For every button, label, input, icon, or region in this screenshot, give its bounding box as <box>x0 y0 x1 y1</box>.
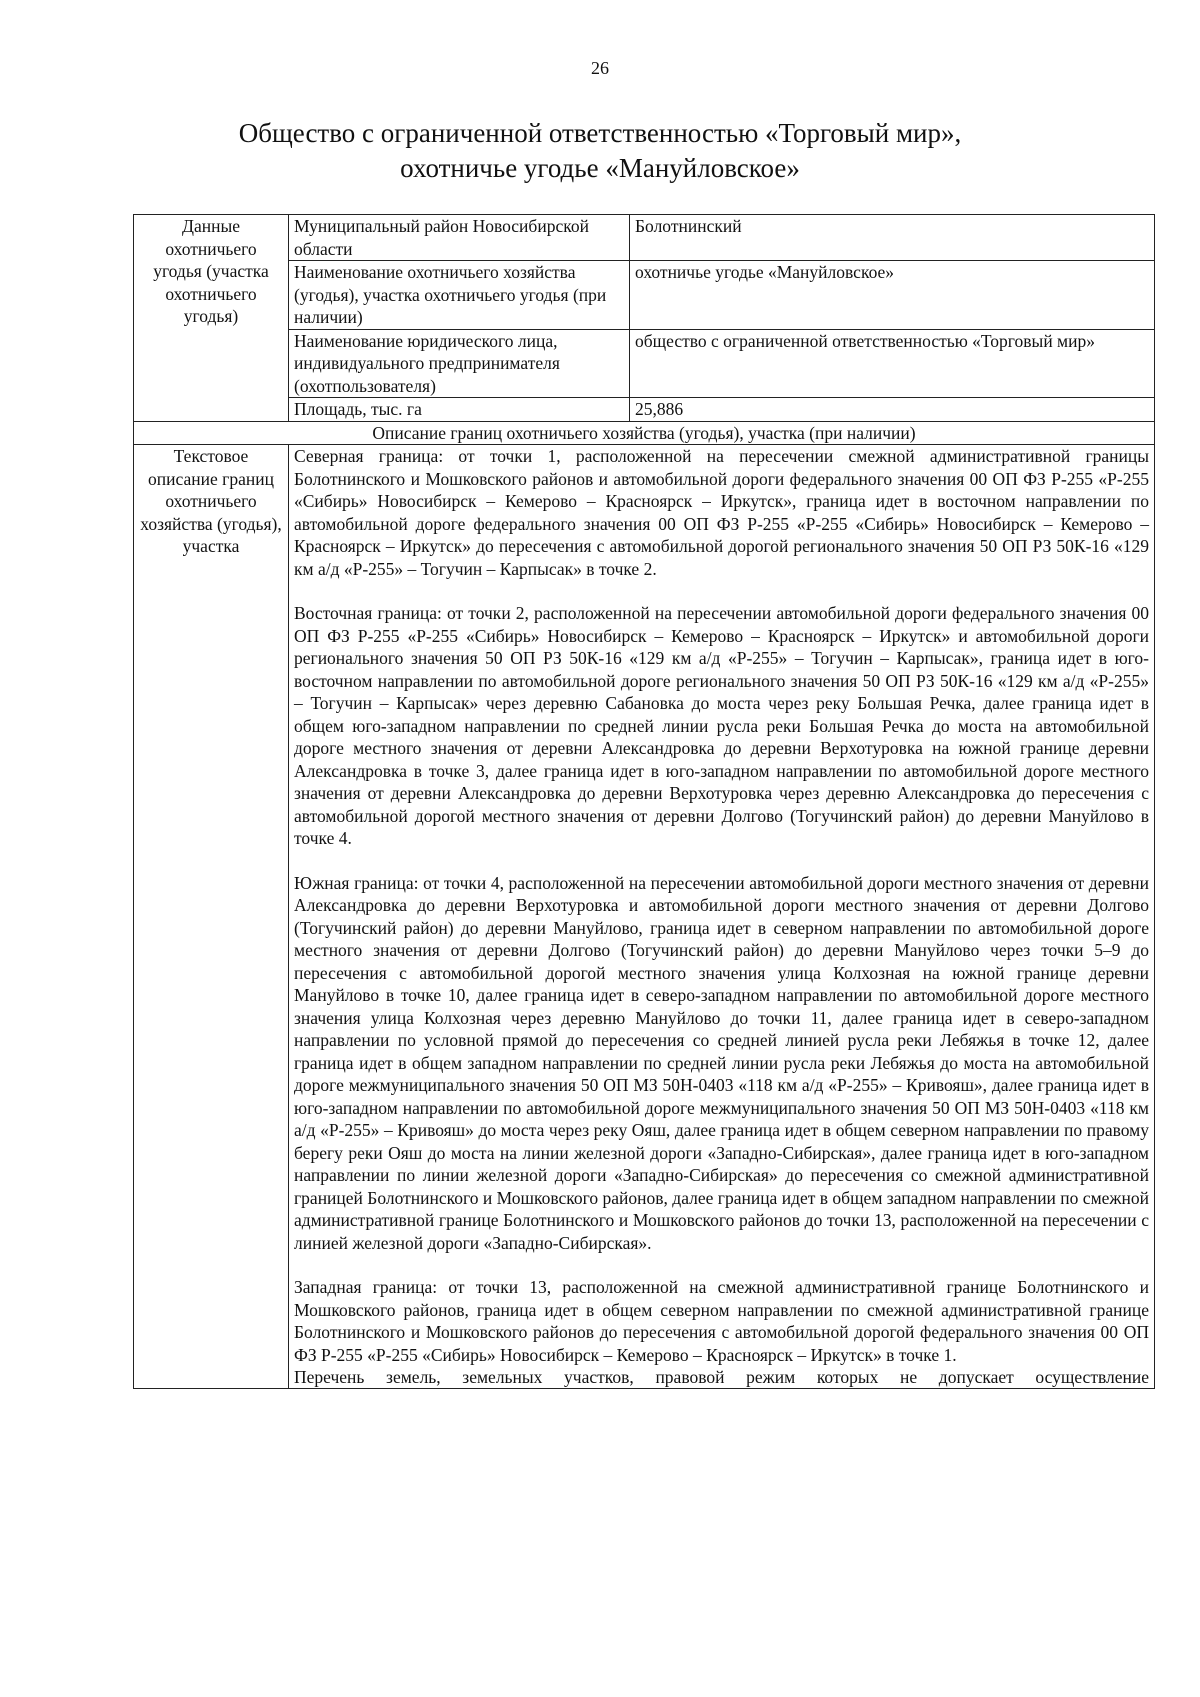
title-line-2: охотничье угодье «Мануйловское» <box>400 153 800 183</box>
row-value-name: охотничье угодье «Мануйловское» <box>630 261 1155 330</box>
title-line-1: Общество с ограниченной ответственностью «Торговый мир», <box>238 118 962 148</box>
row-key-district: Муниципальный район Новосибирской области <box>289 215 630 261</box>
table-row <box>134 215 1155 261</box>
section-label-data: Данные охотничьего угодья (участка охотничьего угодья) <box>134 215 289 422</box>
row-key-entity: Наименование юридического лица, индивидуального предпринимателя (охотпользователя) <box>289 329 630 398</box>
boundary-description <box>289 445 1155 1389</box>
row-value-entity: общество с ограниченной ответственностью «Торговый мир» <box>630 329 1155 398</box>
row-value-district: Болотнинский <box>630 215 1155 261</box>
north-boundary-text: Северная граница: от точки 1, расположенной на пересечении смежной административной границы Болотнинского и Мошковского районов и автомобильной дороги федерального значения 00 ОП ФЗ Р-255 «Р-255 «Сибирь» Новосибирск – Кемерово – Красноярск – Иркутск», граница идет в восточном направлении по автомобильной дороге федерального значения 00 ОП ФЗ Р-255 «Р-255 «Сибирь» Новосибирск – Кемерово – Красноярск – Иркутск» до пересечения с автомобильной дорогой регионального значения 50 ОП РЗ 50К-16 «129 км а/д «Р-255» – Тогучин – Карпысак» в точке 2. <box>294 446 1149 579</box>
row-value-area: 25,886 <box>630 398 1155 422</box>
table-row <box>134 445 1155 1389</box>
boundaries-header: Описание границ охотничьего хозяйства (угодья), участка (при наличии) <box>134 421 1155 445</box>
page-title <box>0 116 1200 186</box>
east-boundary-text: Восточная граница: от точки 2, расположенной на пересечении автомобильной дороги федерального значения 00 ОП ФЗ Р-255 «Р-255 «Сибирь» Новосибирск – Кемерово – Красноярск – Иркутск» и автомобильной дороги регионального значения 50 ОП РЗ 50К-16 «129 км а/д «Р-255» – Тогучин – Карпысак», граница идет в юго-восточном направлении по автомобильной дороге регионального значения 50 ОП РЗ 50К-16 «129 км а/д «Р-255» – Тогучин – Карпысак» через деревню Сабановка до моста через реку Большая Речка, далее граница идет в общем юго-западном направлении по средней линии русла реки Большая Речка до моста на автомобильной дороге местного значения от деревни Александровка до деревни Верхотуровка на южной границе деревни Александровка в точке 3, далее граница идет в юго-западном направлении по автомобильной дороге местного значения от деревни Александровка до деревни Верхотуровка через деревню Александровка до пересечения с автомобильной дорогой местного значения от деревни Долгово (Тогучинский район) до деревни Мануйлово в точке 4. <box>294 603 1149 848</box>
section-label-description: Текстовое описание границ охотничьего хозяйства (угодья), участка <box>134 445 289 1389</box>
south-boundary-text: Южная граница: от точки 4, расположенной на пересечении автомобильной дороги местного значения от деревни Александровка до деревни Верхотуровка и автомобильной дороги местного значения от деревни Долгово (Тогучинский район) до деревни Мануйлово, граница идет в северном направлении по автомобильной дороге местного значения от деревни Долгово (Тогучинский район) до деревни Мануйлово через точки 5–9 до пересечения с автомобильной дорогой местного значения улица Колхозная на южной границе деревни Мануйлово в точке 10, далее граница идет в северо-западном направлении по автомобильной дороге местного значения улица Колхозная через деревню Мануйлово до точки 11, далее граница идет в северо-западном направлении по условной прямой до пересечения со средней линией русла реки Лебяжья в точке 12, далее граница идет в общем западном направлении по средней линии русла реки Лебяжья до моста на автомобильной дороге межмуниципального значения 50 ОП МЗ 50Н-0403 «118 км а/д «Р-255» – Кривояш», далее граница идет в юго-западном направлении по автомобильной дороге межмуниципального значения 50 ОП МЗ 50Н-0403 «118 км а/д «Р-255» – Кривояш» до моста через реку Ояш, далее граница идет в общем северном направлении по правому берегу реки Ояш до моста на линии железной дороги «Западно-Сибирская», далее граница идет в юго-западном направлении по линии железной дороги «Западно-Сибирская» до пересечения со смежной административной границей Болотнинского и Мошковского районов, далее граница идет в общем западном направлении по смежной административной границе Болотнинского и Мошковского районов до точки 13, расположенной на пересечении с линией железной дороги «Западно-Сибирская». <box>294 872 1149 1253</box>
row-key-area: Площадь, тыс. га <box>289 398 630 422</box>
row-key-name: Наименование охотничьего хозяйства (угодья), участка охотничьего угодья (при наличии) <box>289 261 630 330</box>
hunting-ground-table <box>133 214 1155 1389</box>
table-row <box>134 421 1155 445</box>
west-boundary-text: Западная граница: от точки 13, расположенной на смежной административной границе Болотнинского и Мошковского районов, граница идет в общем северном направлении по смежной административной границе Болотнинского и Мошковского районов до пересечения с автомобильной дорогой федерального значения 00 ОП ФЗ Р-255 «Р-255 «Сибирь» Новосибирск – Кемерово – Красноярск – Иркутск» в точке 1. <box>294 1277 1149 1365</box>
page-number: 26 <box>591 58 609 78</box>
lands-list-text: Перечень земель, земельных участков, правовой режим которых не допускает осуществление <box>294 1367 1149 1387</box>
